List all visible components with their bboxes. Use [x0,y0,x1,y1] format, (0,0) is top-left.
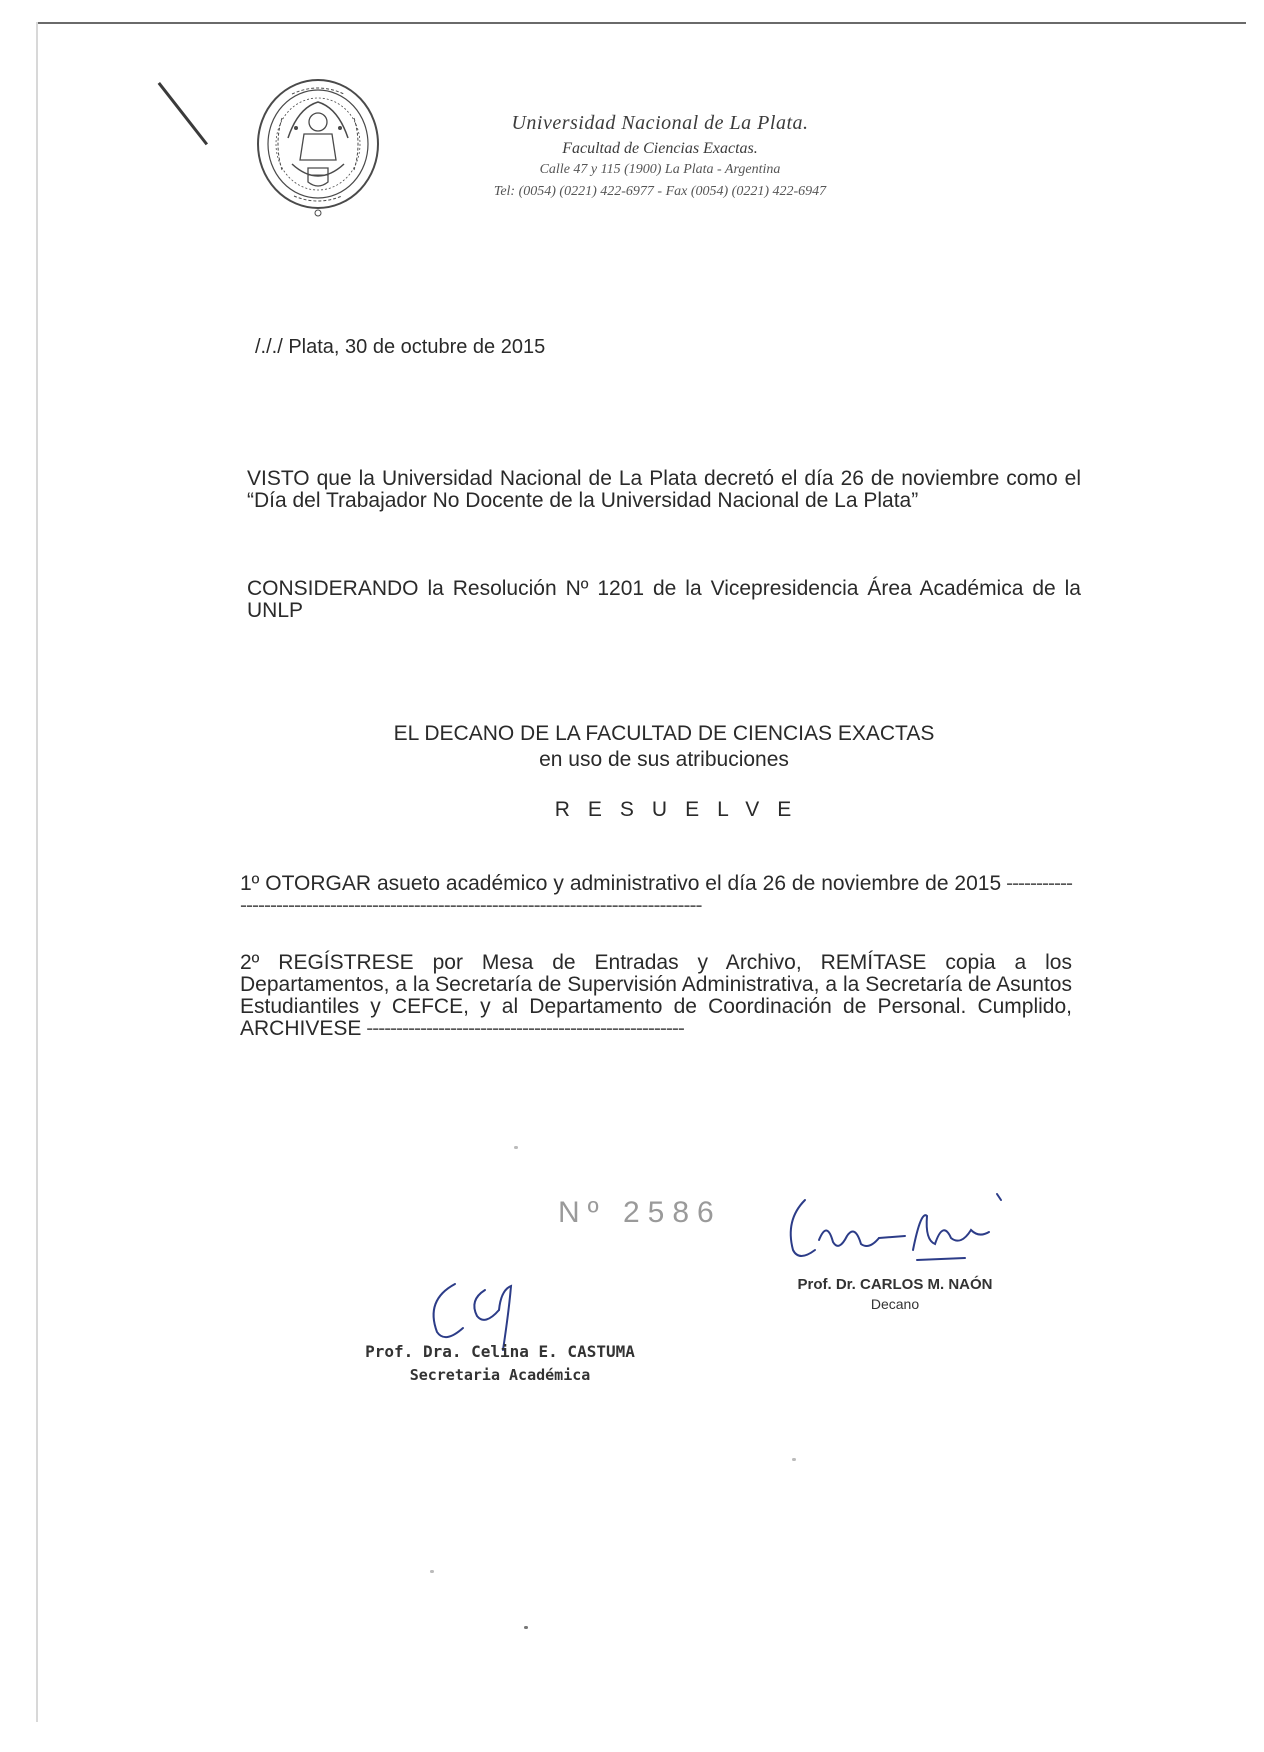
article-dashes: ----------------------------------------------------- [361,1017,684,1040]
scan-mark [158,82,208,145]
article-text: 1º OTORGAR asueto académico y administrativo el día 26 de noviembre de 2015 [240,872,1002,895]
scan-border-left [36,22,38,1722]
article-dashes: ---------------------------------------------------------------------------------------- [240,872,1072,917]
scan-speck [514,1146,518,1149]
signature-naon [775,1180,1015,1270]
article-1 [240,873,1072,917]
resolution-number: Nº 2586 [558,1196,722,1229]
signatory-role-castuma: Secretaria Académica [409,1366,591,1384]
document-date: /././ Plata, 30 de octubre de 2015 [255,336,546,358]
signatory-name-naon: Prof. Dr. CARLOS M. NAÓN [797,1276,993,1293]
atribuciones-line: en uso de sus atribuciones [539,748,789,771]
scan-speck [430,1570,434,1573]
letterhead-university: Universidad Nacional de La Plata. [511,112,809,134]
visto-paragraph: VISTO que la Universidad Nacional de La Plata decretó el día 26 de noviembre como el “Día del Trabajador No Docente de la Universidad Nacional de La Plata” [247,467,1081,512]
scan-border-top [36,22,1246,24]
scan-speck [792,1458,796,1461]
letterhead-address: Calle 47 y 115 (1900) La Plata - Argentina [539,162,781,177]
scan-speck [524,1626,528,1629]
letterhead-faculty: Facultad de Ciencias Exactas. [562,140,758,157]
article-text: 2º REGÍSTRESE por Mesa de Entradas y Archivo, REMÍTASE copia a los Departamentos, a la Secretaría de Supervisión Administrativa, a la Secretaría de Asuntos Estudiantiles y CEFCE, y al Departamento de Coordinación de Personal. Cumplido, ARCHIVESE [240,951,1072,1040]
signatory-role-naon: Decano [870,1296,920,1312]
signatory-name-castuma: Prof. Dra. Celina E. CASTUMA [365,1342,635,1361]
letterhead-phone: Tel: (0054) (0221) 422-6977 - Fax (0054) (0221) 422-6947 [493,184,827,199]
article-2 [240,952,1072,1040]
considerando-paragraph: CONSIDERANDO la Resolución Nº 1201 de la Vicepresidencia Área Académica de la UNLP [247,577,1081,622]
university-seal-icon [252,68,384,220]
decano-heading: EL DECANO DE LA FACULTAD DE CIENCIAS EXACTAS [393,722,935,745]
resuelve-heading: RESUELVE [554,798,810,821]
